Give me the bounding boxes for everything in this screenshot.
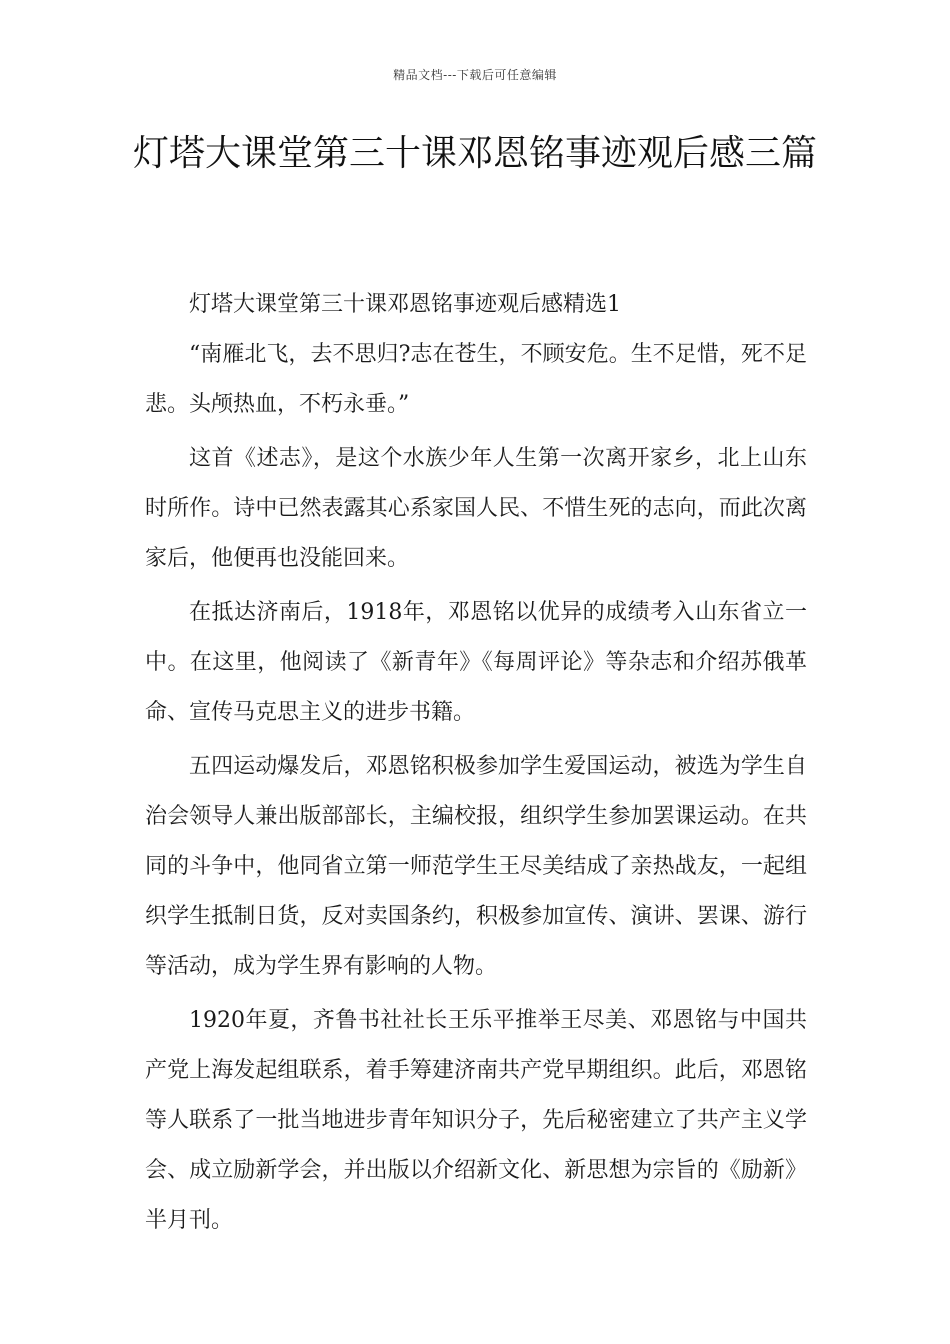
body-paragraph: 1920年夏，齐鲁书社社长王乐平推举王尽美、邓恩铭与中国共产党上海发起组联系，着手筹建济南共产党早期组织。此后，邓恩铭等人联系了一批当地进步青年知识分子，先后秘密建立了共产主义学会、成立励新学会，并出版以介绍新文化、新思想为宗旨的《励新》半月刊。 — [145, 1008, 807, 1233]
body-paragraph: “南雁北飞，去不思归?志在苍生，不顾安危。生不足惜，死不足悲。头颅热血，不朽永垂。” — [145, 342, 807, 417]
section-heading: 灯塔大课堂第三十课邓恩铭事迹观后感精选1 — [189, 292, 621, 317]
document-title: 灯塔大课堂第三十课邓恩铭事迹观后感三篇 — [132, 133, 817, 174]
body-paragraph: 在抵达济南后，1918年，邓恩铭以优异的成绩考入山东省立一中。在这里，他阅读了《新青年》《每周评论》等杂志和介绍苏俄革命、宣传马克思主义的进步书籍。 — [145, 600, 807, 725]
document-body — [145, 280, 807, 1250]
body-paragraph: 这首《述志》，是这个水族少年人生第一次离开家乡，北上山东时所作。诗中已然表露其心系家国人民、不惜生死的志向，而此次离家后，他便再也没能回来。 — [145, 446, 807, 571]
body-paragraph: 五四运动爆发后，邓恩铭积极参加学生爱国运动，被选为学生自治会领导人兼出版部部长，主编校报，组织学生参加罢课运动。在共同的斗争中，他同省立第一师范学生王尽美结成了亲热战友，一起组织学生抵制日货，反对卖国条约，积极参加宣传、演讲、罢课、游行等活动，成为学生界有影响的人物。 — [145, 754, 807, 979]
header-note: 精品文档---下载后可任意编辑 — [393, 68, 557, 82]
